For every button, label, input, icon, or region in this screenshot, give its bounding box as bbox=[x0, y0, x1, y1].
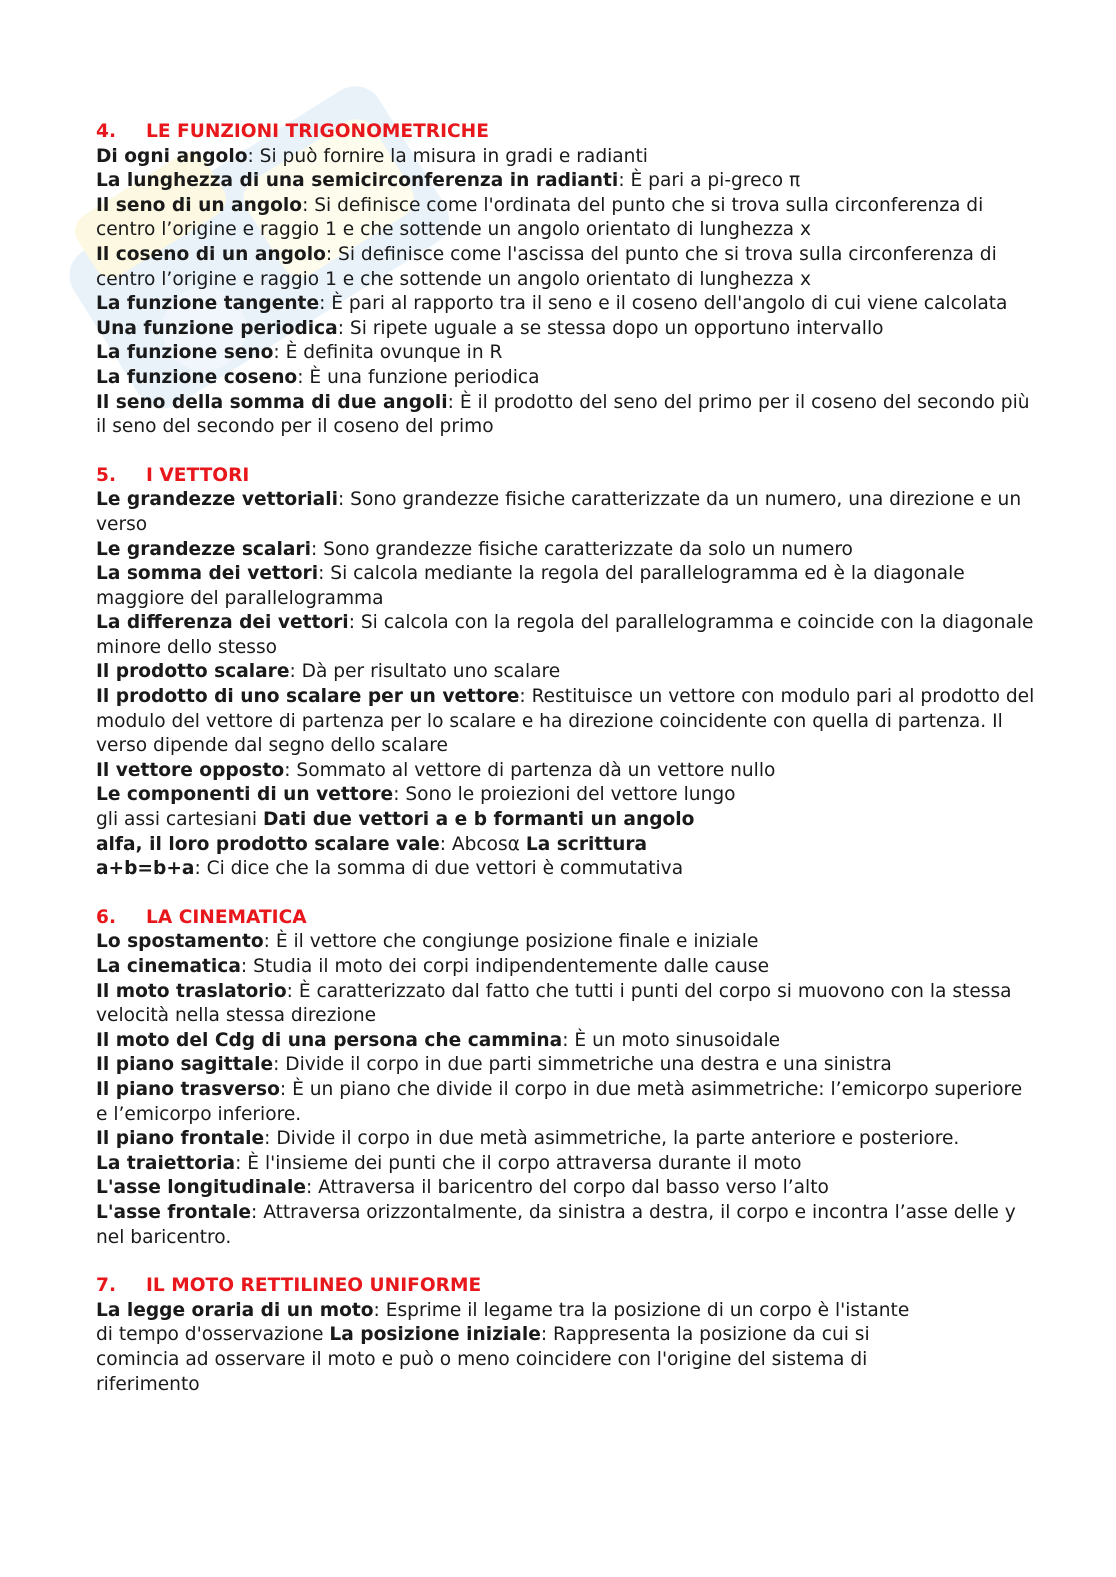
entry-term: Il prodotto scalare bbox=[96, 661, 290, 683]
definition-entry: Il moto traslatorio: È caratterizzato dal fatto che tutti i punti del corpo si muovono con la stessa velocità nella stessa direzione bbox=[96, 980, 1012, 1027]
definition-entry: La funzione tangente: È pari al rapporto tra il seno e il coseno dell'angolo di cui viene calcolata bbox=[96, 293, 1008, 315]
definition-entry: Il piano trasverso: È un piano che divide il corpo in due metà asimmetriche: l’emicorpo superiore e l’emicorpo inferiore. bbox=[96, 1078, 1023, 1125]
definition-entry: Di ogni angolo: Si può fornire la misura in gradi e radianti bbox=[96, 145, 648, 167]
entry-definition: Restituisce un vettore con modulo pari al prodotto del modulo del vettore di partenza per lo scalare e ha direzione coincidente con quella di partenza. Il verso dipende dal segno dello scalare bbox=[96, 686, 1035, 757]
entry-definition: Sono grandezze fisiche caratterizzate da un numero, una direzione e un verso bbox=[96, 489, 1022, 535]
definition-entry: La cinematica: Studia il moto dei corpi indipendentemente dalle cause bbox=[96, 956, 770, 977]
entry-term: La cinematica bbox=[96, 956, 241, 977]
entry-term: L'asse longitudinale bbox=[96, 1177, 306, 1199]
entry-definition: È un moto sinusoidale bbox=[574, 1029, 781, 1051]
entry-term: Il piano sagittale bbox=[96, 1054, 274, 1076]
definition-entry: Il moto del Cdg di una persona che cammina: È un moto sinusoidale bbox=[96, 1029, 781, 1051]
entry-definition: È un piano che divide il corpo in due metà asimmetriche: l’emicorpo superiore e l’emicorpo inferiore. bbox=[96, 1078, 1023, 1125]
section-number: 4. bbox=[96, 121, 117, 142]
definition-entry: L'asse longitudinale: Attraversa il baricentro del corpo dal basso verso l’alto bbox=[96, 1177, 829, 1199]
entry-definition: È pari a pi-greco π bbox=[630, 170, 801, 192]
section-title: I VETTORI bbox=[146, 464, 250, 486]
entry-term: Il piano trasverso bbox=[96, 1078, 280, 1100]
entry-term: Le grandezze scalari bbox=[96, 538, 311, 560]
entry-term: Le grandezze vettoriali bbox=[96, 489, 338, 511]
entry-definition: Attraversa orizzontalmente, da sinistra a destra, il corpo e incontra l’asse delle y nel baricentro. bbox=[96, 1201, 1016, 1248]
entry-term: La funzione seno bbox=[96, 342, 274, 364]
definition-entry: Il piano frontale: Divide il corpo in due metà asimmetriche, la parte anteriore e posteriore. bbox=[96, 1128, 960, 1150]
entry-term: Il prodotto di uno scalare per un vettore bbox=[96, 686, 520, 708]
entry-term: Il vettore opposto bbox=[96, 759, 285, 781]
entry-term: Il moto traslatorio bbox=[96, 980, 287, 1002]
section-la-cinematica bbox=[96, 906, 1036, 1250]
definition-entry: Una funzione periodica: Si ripete uguale a se stessa dopo un opportuno intervallo bbox=[96, 317, 884, 339]
definition-entry: La funzione seno: È definita ovunque in R bbox=[96, 342, 503, 364]
entry-definition: Studia il moto dei corpi indipendentemente dalle cause bbox=[253, 956, 770, 977]
section-le-funzioni-trigonometriche bbox=[96, 120, 1036, 440]
text-line: alfa, il loro prodotto scalare vale: Abcosα La scrittura bbox=[96, 833, 648, 855]
definition-entry: La differenza dei vettori: Si calcola con la regola del parallelogramma e coincide con la diagonale minore dello stesso bbox=[96, 612, 1034, 658]
definition-entry: La lunghezza di una semicirconferenza in radianti: È pari a pi-greco π bbox=[96, 170, 801, 192]
section-title: IL MOTO RETTILINEO UNIFORME bbox=[146, 1275, 482, 1297]
section-number: 7. bbox=[96, 1275, 117, 1297]
text-line: di tempo d'osservazione La posizione iniziale: Rappresenta la posizione da cui si bbox=[96, 1324, 870, 1346]
entry-definition: Attraversa il baricentro del corpo dal basso verso l’alto bbox=[318, 1177, 829, 1199]
section-title: LA CINEMATICA bbox=[146, 906, 307, 928]
definition-entry: Il vettore opposto: Sommato al vettore di partenza dà un vettore nullo bbox=[96, 759, 776, 781]
entry-term: Una funzione periodica bbox=[96, 317, 338, 339]
entry-definition: Si può fornire la misura in gradi e radianti bbox=[259, 145, 648, 167]
definition-entry: Le grandezze vettoriali: Sono grandezze fisiche caratterizzate da un numero, una direzione e un verso bbox=[96, 489, 1022, 535]
entry-definition: Si definisce come l'ascissa del punto che si trova sulla circonferenza di centro l’origine e raggio 1 e che sottende un angolo orientato di lunghezza x bbox=[96, 243, 997, 290]
definition-entry: Il piano sagittale: Divide il corpo in due parti simmetriche una destra e una sinistra bbox=[96, 1054, 892, 1076]
entry-definition: È il prodotto del seno del primo per il coseno del secondo più il seno del secondo per il coseno del primo bbox=[96, 391, 1030, 438]
definition-entry: L'asse frontale: Attraversa orizzontalmente, da sinistra a destra, il corpo e incontra l’asse delle y nel baricentro. bbox=[96, 1201, 1016, 1248]
entry-definition: È definita ovunque in R bbox=[285, 342, 503, 364]
definition-entry: Le grandezze scalari: Sono grandezze fisiche caratterizzate da solo un numero bbox=[96, 538, 853, 560]
text-line: gli assi cartesiani Dati due vettori a e b formanti un angolo bbox=[96, 809, 695, 831]
entry-term: La differenza dei vettori bbox=[96, 612, 349, 634]
definition-entry: La funzione coseno: È una funzione periodica bbox=[96, 366, 540, 388]
entry-definition: Dà per risultato uno scalare bbox=[301, 661, 561, 683]
entry-term: L'asse frontale bbox=[96, 1201, 251, 1223]
entry-definition: Si definisce come l'ordinata del punto che si trova sulla circonferenza di centro l’origine e raggio 1 e che sottende un angolo orientato di lunghezza x bbox=[96, 194, 984, 241]
section-i-vettori bbox=[96, 464, 1036, 882]
entry-definition: È pari al rapporto tra il seno e il coseno dell'angolo di cui viene calcolata bbox=[331, 293, 1008, 315]
text-line: Le componenti di un vettore: Sono le proiezioni del vettore lungo bbox=[96, 784, 736, 806]
definition-entry: Il seno di un angolo: Si definisce come l'ordinata del punto che si trova sulla circonferenza di centro l’origine e raggio 1 e che sottende un angolo orientato di lunghezza x bbox=[96, 194, 984, 241]
text-line: comincia ad osservare il moto e può o meno coincidere con l'origine del sistema di bbox=[96, 1348, 868, 1370]
entry-term: La funzione coseno bbox=[96, 366, 298, 388]
document-page bbox=[96, 120, 1036, 1421]
entry-definition: Si ripete uguale a se stessa dopo un opportuno intervallo bbox=[349, 317, 884, 339]
entry-definition: Si calcola con la regola del parallelogramma e coincide con la diagonale minore dello stesso bbox=[96, 612, 1034, 658]
entry-term: La somma dei vettori bbox=[96, 563, 319, 585]
section-heading bbox=[96, 906, 1036, 931]
entry-definition: È il vettore che congiunge posizione finale e iniziale bbox=[275, 931, 759, 953]
entry-definition: Divide il corpo in due metà asimmetriche, la parte anteriore e posteriore. bbox=[276, 1128, 960, 1150]
entry-definition: È caratterizzato dal fatto che tutti i punti del corpo si muovono con la stessa velocità nella stessa direzione bbox=[96, 980, 1012, 1027]
entry-term: Di ogni angolo bbox=[96, 145, 248, 167]
entry-term: Il coseno di un angolo bbox=[96, 243, 326, 265]
entry-definition: Sommato al vettore di partenza dà un vettore nullo bbox=[296, 759, 776, 781]
definition-entry: La traiettoria: È l'insieme dei punti che il corpo attraversa durante il moto bbox=[96, 1152, 802, 1174]
entry-definition: Sono grandezze fisiche caratterizzate da solo un numero bbox=[323, 538, 853, 560]
section-heading bbox=[96, 1274, 1036, 1299]
text-line: La legge oraria di un moto: Esprime il legame tra la posizione di un corpo è l'istante bbox=[96, 1299, 910, 1321]
text-line: a+b=b+a: Ci dice che la somma di due vettori è commutativa bbox=[96, 858, 684, 880]
entry-term: Il seno della somma di due angoli bbox=[96, 391, 448, 413]
definition-entry: Il coseno di un angolo: Si definisce come l'ascissa del punto che si trova sulla circonferenza di centro l’origine e raggio 1 e che sottende un angolo orientato di lunghezza x bbox=[96, 243, 997, 290]
entry-term: La traiettoria bbox=[96, 1152, 236, 1174]
entry-term: Il piano frontale bbox=[96, 1128, 265, 1150]
text-line: riferimento bbox=[96, 1373, 200, 1395]
definition-entry: Il prodotto di uno scalare per un vettore: Restituisce un vettore con modulo pari al prodotto del modulo del vettore di partenza per lo scalare e ha direzione coincidente con quella di partenza. Il verso dipende dal segno dello scalare bbox=[96, 686, 1035, 757]
entry-term: Lo spostamento bbox=[96, 931, 264, 953]
entry-definition: Si calcola mediante la regola del parallelogramma ed è la diagonale maggiore del parallelogramma bbox=[96, 563, 965, 609]
section-number: 5. bbox=[96, 464, 117, 486]
section-heading bbox=[96, 464, 1036, 489]
entry-term: Il seno di un angolo bbox=[96, 194, 303, 216]
entry-definition: È l'insieme dei punti che il corpo attraversa durante il moto bbox=[247, 1152, 802, 1174]
section-heading bbox=[96, 120, 1036, 145]
entry-term: Il moto del Cdg di una persona che cammina bbox=[96, 1029, 563, 1051]
entry-definition: Divide il corpo in due parti simmetriche una destra e una sinistra bbox=[285, 1054, 892, 1076]
entry-term: La lunghezza di una semicirconferenza in radianti bbox=[96, 170, 619, 192]
section-number: 6. bbox=[96, 906, 117, 928]
section-title: LE FUNZIONI TRIGONOMETRICHE bbox=[146, 121, 489, 142]
entry-term: La funzione tangente bbox=[96, 293, 320, 315]
definition-entry: Il prodotto scalare: Dà per risultato uno scalare bbox=[96, 661, 561, 683]
definition-entry: Il seno della somma di due angoli: È il prodotto del seno del primo per il coseno del secondo più il seno del secondo per il coseno del primo bbox=[96, 391, 1030, 438]
definition-entry: La somma dei vettori: Si calcola mediante la regola del parallelogramma ed è la diagonale maggiore del parallelogramma bbox=[96, 563, 965, 609]
section-il-moto-rettilineo-uniforme bbox=[96, 1274, 1036, 1397]
entry-definition: È una funzione periodica bbox=[309, 366, 540, 388]
definition-entry: Lo spostamento: È il vettore che congiunge posizione finale e iniziale bbox=[96, 931, 759, 953]
